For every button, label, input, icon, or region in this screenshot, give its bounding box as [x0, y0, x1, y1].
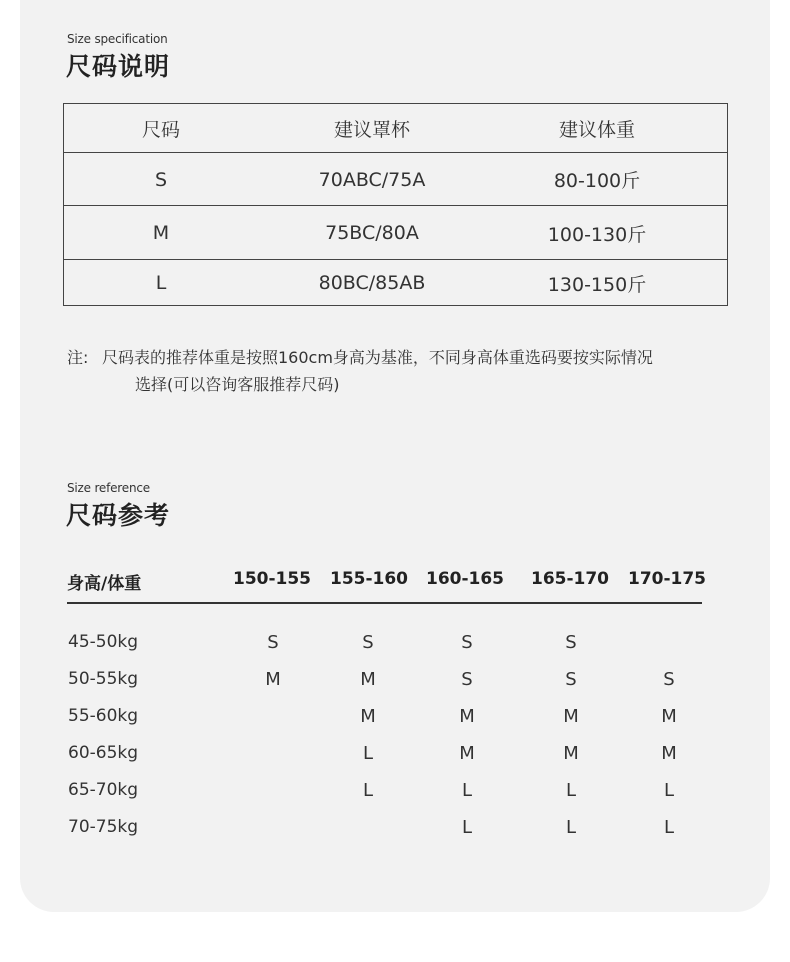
reference-size-cell: S: [461, 632, 473, 653]
reference-weight-label: 45-50kg: [68, 632, 139, 652]
reference-title-en: Size reference: [67, 481, 150, 495]
reference-size-cell: L: [362, 743, 374, 764]
spec-header-size: 尺码: [141, 118, 181, 141]
spec-title-zh: 尺码说明: [66, 52, 171, 81]
spec-row: [64, 205, 727, 260]
reference-size-cell: L: [565, 780, 577, 801]
reference-size-cell: L: [663, 817, 675, 838]
reference-weight-label: 55-60kg: [68, 706, 139, 726]
reference-size-cell: M: [360, 669, 376, 690]
reference-size-cell: L: [663, 780, 675, 801]
reference-size-cell: L: [461, 817, 473, 838]
reference-header-divider: [67, 602, 702, 604]
reference-size-cell: S: [267, 632, 279, 653]
spec-cell-cup: 80BC/85AB: [318, 272, 426, 294]
spec-cell-weight: 100-130斤: [547, 223, 647, 246]
reference-corner-header: 身高/体重: [67, 574, 142, 594]
reference-size-cell: L: [362, 780, 374, 801]
reference-size-cell: S: [362, 632, 374, 653]
reference-height-header: 170-175: [627, 569, 707, 589]
spec-cell-weight: 80-100斤: [553, 170, 641, 192]
spec-cell-size: M: [152, 222, 170, 244]
spec-header-cup: 建议罩杯: [333, 118, 411, 141]
note-label: 注:: [67, 348, 89, 367]
reference-size-cell: M: [265, 669, 281, 690]
spec-title-en: Size specification: [67, 32, 168, 46]
reference-weight-label: 65-70kg: [68, 780, 139, 800]
reference-height-header: 160-165: [425, 569, 505, 589]
reference-size-cell: M: [459, 706, 475, 727]
reference-size-cell: L: [461, 780, 473, 801]
spec-row: [64, 152, 727, 206]
reference-height-header: 150-155: [232, 569, 312, 589]
reference-height-header: 155-160: [329, 569, 409, 589]
reference-height-header: 165-170: [530, 569, 610, 589]
spec-cell-size: L: [155, 272, 167, 294]
spec-header-weight: 建议体重: [558, 118, 636, 141]
reference-size-cell: M: [360, 706, 376, 727]
note-line-2: 选择(可以咨询客服推荐尺码): [135, 375, 340, 394]
reference-title-zh: 尺码参考: [66, 501, 171, 530]
reference-size-cell: S: [663, 669, 675, 690]
size-spec-table: [63, 103, 728, 306]
spec-cell-size: S: [154, 168, 168, 191]
reference-weight-label: 70-75kg: [68, 817, 139, 837]
spec-cell-cup: 75BC/80A: [325, 222, 419, 244]
reference-size-cell: M: [661, 706, 677, 727]
reference-size-cell: M: [563, 743, 579, 764]
spec-row: [64, 259, 727, 306]
reference-size-cell: M: [563, 706, 579, 727]
reference-weight-label: 50-55kg: [68, 669, 139, 689]
reference-size-cell: M: [661, 743, 677, 764]
reference-weight-label: 60-65kg: [68, 743, 139, 763]
spec-cell-weight: 130-150斤: [547, 273, 647, 296]
spec-header-row: [64, 104, 727, 152]
note-line-1: 尺码表的推荐体重是按照160cm身高为基准，不同身高体重选码要按实际情况: [102, 348, 653, 367]
reference-size-cell: M: [459, 743, 475, 764]
reference-size-cell: L: [565, 817, 577, 838]
spec-cell-cup: 70ABC/75A: [318, 168, 426, 191]
reference-size-cell: S: [565, 632, 577, 653]
reference-size-cell: S: [461, 669, 473, 690]
reference-size-cell: S: [565, 669, 577, 690]
